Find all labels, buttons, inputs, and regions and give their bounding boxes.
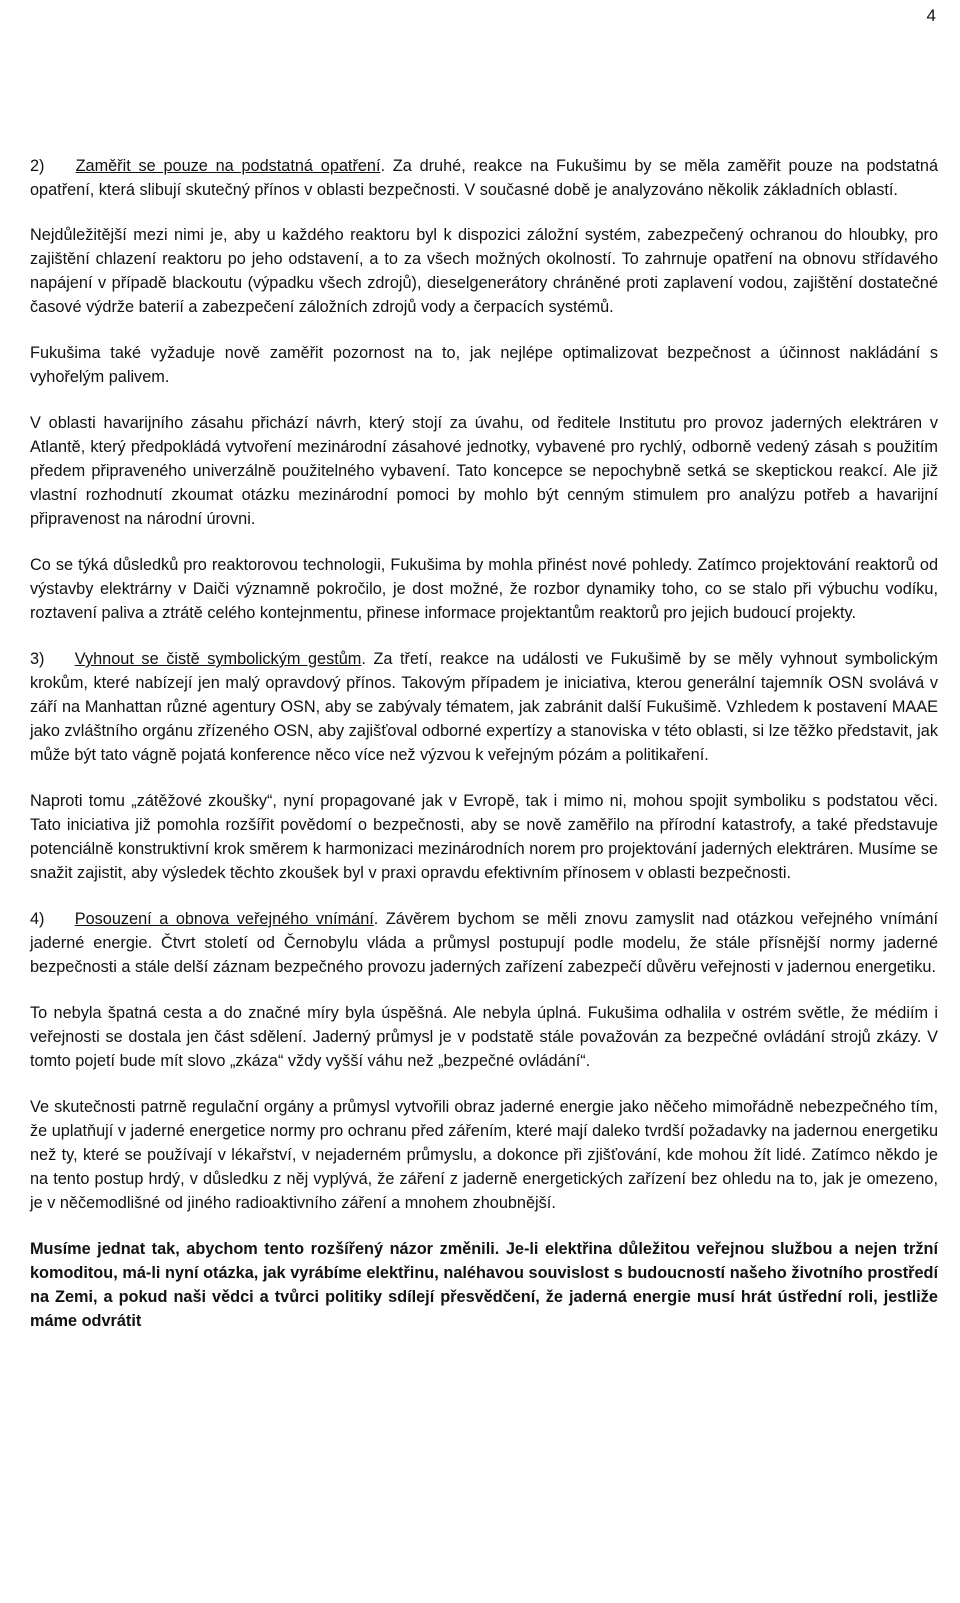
item-4 bbox=[30, 907, 938, 979]
item-3 bbox=[30, 647, 938, 767]
page-number: 4 bbox=[926, 6, 936, 25]
item-2-number: 2) bbox=[30, 157, 45, 175]
item-3-text: . Za třetí, reakce na události ve Fukušimě by se měly vyhnout symbolickým krokům, které nabízejí jen malý opravdový přínos. Takovým případem je iniciativa, kterou generální tajemník OSN svolává v září na Manhattan různé agentury OSN, aby se zabývaly tématem, jak zabránit další Fukušimě. Vzhledem k postavení MAAE jako zvláštního orgánu zřízeného OSN, aby zajišťoval odborné expertízy a stanoviska v této oblasti, si lze těžko představit, jak může být tato vágně pojatá konference něco více než výzvou k veřejným pózám a politikaření. bbox=[30, 650, 938, 764]
paragraph-stress-tests: Naproti tomu „zátěžové zkoušky“, nyní propagované jak v Evropě, tak i mimo ni, mohou spojit symboliku s podstatou věci. Tato iniciativa již pomohla rozšířit povědomí o bezpečnosti, aby se nově zaměřilo na přírodní katastrofy, a také představuje potenciálně konstruktivní krok směrem k harmonizaci mezinárodních norem pro projektování jaderných elektráren. Musíme se snažit zajistit, aby výsledek těchto zkoušek byl v praxi opravdu efektivním přínosem v oblasti bezpečnosti. bbox=[30, 792, 938, 882]
paragraph-emergency: V oblasti havarijního zásahu přichází návrh, který stojí za úvahu, od ředitele Institutu pro provoz jaderných elektráren v Atlantě, který předpokládá vytvoření mezinárodní zásahové jednotky, vybavené pro rychlý, odborně vedený zásah s použitím předem připraveného univerzálně použitelného vybavení. Tato koncepce se nepochybně setká se skeptickou reakcí. Ale již vlastní rozhodnutí zkoumat otázku mezinárodní pomoci by mohlo být cenným stimulem pro analýzu potřeb a havarijní připravenost na národní úrovni. bbox=[30, 414, 938, 528]
item-3-number: 3) bbox=[30, 650, 45, 668]
paragraph-backup: Nejdůležitější mezi nimi je, aby u každého reaktoru byl k dispozici záložní systém, zabezpečený ochranou do hloubky, pro zajištění chlazení reaktoru po jeho odstavení, a to za všech možných okolností. To zahrnuje opatření na obnovu střídavého napájení v případě blackoutu (výpadku všech zdrojů), dieselgenerátory chráněné proti zaplavení vodou, zajištění dostatečné časové výdrže baterií a zabezpečení záložních zdrojů vody a čerpacích systémů. bbox=[30, 226, 938, 316]
item-2-text: . Za druhé, reakce na Fukušimu by se měla zaměřit pouze na podstatná opatření, která slibují skutečný přínos v oblasti bezpečnosti. V současné době je analyzováno několik základních oblastí. bbox=[30, 157, 938, 199]
item-4-number: 4) bbox=[30, 910, 45, 928]
paragraph-conclusion: Musíme jednat tak, abychom tento rozšířený názor změnili. Je-li elektřina důležitou veřejnou službou a nejen tržní komoditou, má-li nyní otázka, jak vyrábíme elektřinu, naléhavou souvislost s budoucností našeho životního prostředí na Zemi, a pokud naši vědci a tvůrci politiky sdílejí přesvědčení, že jaderná energie musí hrát ústřední roli, jestliže máme odvrátit bbox=[30, 1240, 938, 1330]
item-3-heading: Vyhnout se čistě symbolickým gestům bbox=[74, 650, 362, 668]
item-4-text: . Závěrem bychom se měli znovu zamyslit nad otázkou veřejného vnímání jaderné energie. Čtvrt století od Černobylu vláda a průmysl postupují podle modelu, že stále přísnější normy jaderné bezpečnosti a stále delší záznam bezpečného provozu jaderných zařízení zabezpečí důvěru veřejnosti v jadernou energetiku. bbox=[30, 910, 938, 976]
paragraph-path: To nebyla špatná cesta a do značné míry byla úspěšná. Ale nebyla úplná. Fukušima odhalila v ostrém světle, že médiím i veřejnosti se dostala jen část sdělení. Jaderný průmysl je v podstatě stále považován za bezpečné ovládání strojů zkázy. V tomto pojetí bude mít slovo „zkáza“ vždy vyšší váhu než „bezpečné ovládání“. bbox=[30, 1004, 938, 1070]
item-2-heading: Zaměřit se pouze na podstatná opatření bbox=[75, 157, 381, 175]
paragraph-regulators: Ve skutečnosti patrně regulační orgány a průmysl vytvořili obraz jaderné energie jako něčeho mimořádně nebezpečného tím, že uplatňují v jaderné energetice normy pro ochranu před zářením, které mají daleko tvrdší požadavky na jadernou energetiku než ty, které se používají v lékařství, v nejaderném průmyslu, a dokonce při zjišťování, kde mohou žít lidé. Zatímco někdo je na tento postup hrdý, v důsledku z něj vyplývá, že záření z jaderně energetických zařízení bez ohledu na to, jak je omezeno, je v něčemodlišné od jiného radioaktivního záření a mnohem zhoubnější. bbox=[30, 1098, 938, 1212]
paragraph-fuel: Fukušima také vyžaduje nově zaměřit pozornost na to, jak nejlépe optimalizovat bezpečnost a účinnost nakládání s vyhořelým palivem. bbox=[30, 344, 938, 386]
document-body bbox=[30, 154, 938, 1355]
item-4-heading: Posouzení a obnova veřejného vnímání bbox=[74, 910, 374, 928]
item-2 bbox=[30, 154, 938, 202]
paragraph-technology: Co se týká důsledků pro reaktorovou technologii, Fukušima by mohla přinést nové pohledy. Zatímco projektování reaktorů od výstavby elektrárny v Daiči významně pokročilo, je dost možné, že rozbor dynamiky toho, co se stalo při výbuchu vodíku, roztavení paliva a ztrátě celého kontejnmentu, přinese informace projektantům reaktorů pro jejich budoucí projekty. bbox=[30, 556, 938, 622]
